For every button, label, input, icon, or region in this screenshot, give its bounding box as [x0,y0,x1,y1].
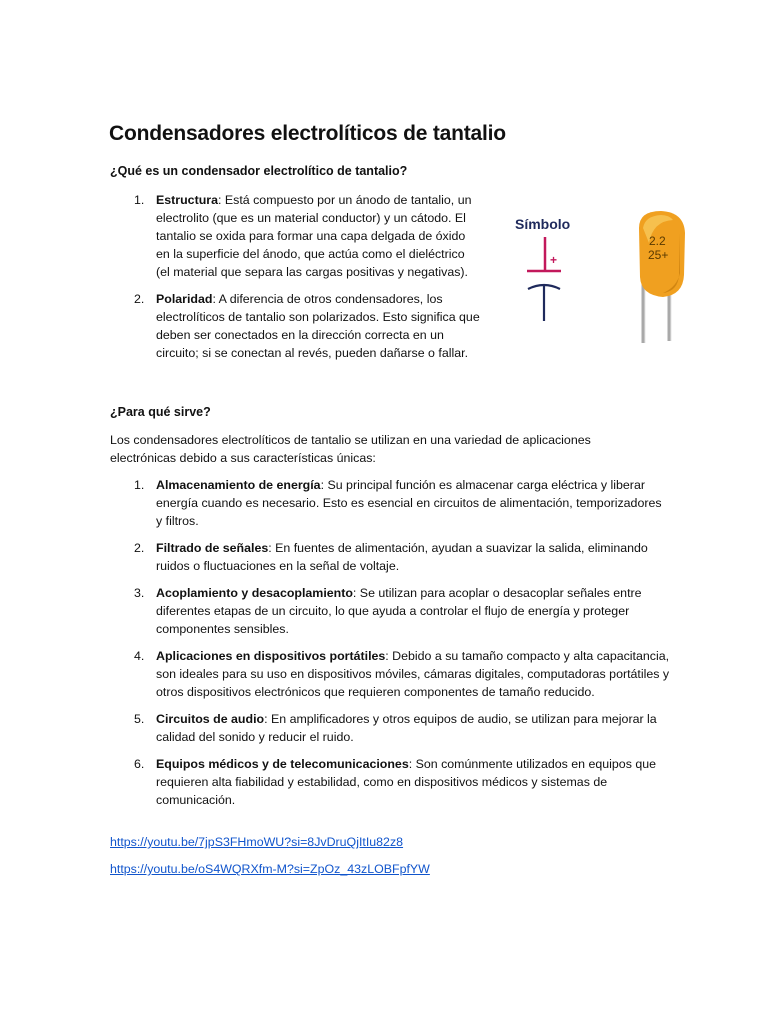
uses-intro: Los condensadores electrolíticos de tantalio se utilizan en una variedad de aplicaciones electrónicas debido a sus características únicas: [110,433,591,465]
capacitor-marking-1: 2.2 [649,234,666,248]
capacitor-figure [503,203,718,358]
uses-list [110,476,670,818]
list-number: 5. [134,712,145,726]
section-heading-what: ¿Qué es un condensador electrolítico de tantalio? [110,164,408,178]
item-term: Estructura [156,193,218,207]
item-term: Polaridad [156,292,213,306]
list-item [110,476,670,530]
list-number: 2. [134,541,145,555]
item-text: : En fuentes de alimentación, ayudan a suavizar la salida, eliminando ruidos o fluctuaciones en la señal de voltaje. [156,541,648,573]
capacitor-marking-2: 25+ [648,248,669,262]
item-text: : Su principal función es almacenar carga eléctrica y liberar energía cuando es necesario. Esto es esencial en circuitos de alimentación, temporizadores y filtros. [156,478,662,528]
list-number: 1. [134,193,145,207]
item-term: Acoplamiento y desacoplamiento [156,586,353,600]
list-item [110,539,670,575]
list-number: 6. [134,757,145,771]
list-item [110,647,670,701]
capacitor-symbol-icon [527,237,561,321]
item-text: : En amplificadores y otros equipos de audio, se utilizan para mejorar la calidad del sonido y reducir el ruido. [156,712,657,744]
item-text: : Se utilizan para acoplar o desacoplar señales entre diferentes etapas de un circuito, lo que ayuda a controlar el flujo de energía y proteger componentes sensibles. [156,586,642,636]
polarity-plus: + [550,253,558,267]
item-text: : Está compuesto por un ánodo de tantalio, un electrolito (que es un material conductor) y un cátodo. El tantalio se oxida para formar una capa delgada de óxido en la superficie del ánodo, que actúa como el dieléctrico (el material que separa las cargas positivas y negativas). [156,193,472,279]
list-item [110,191,480,281]
item-text: : A diferencia de otros condensadores, los electrolíticos de tantalio son polarizados. Esto significa que deben ser conectados en la dirección correcta en un circuito; si se conectan al revés, pueden dañarse o fallar. [156,292,480,360]
item-term: Almacenamiento de energía [156,478,321,492]
list-number: 1. [134,478,145,492]
item-text: : Son comúnmente utilizados en equipos que requieren alta fiabilidad y estabilidad, como en dispositivos médicos y sistemas de comunicación. [156,757,657,807]
list-item [110,290,480,362]
section-heading-uses: ¿Para qué sirve? [110,405,211,419]
document-title: Condensadores electrolíticos de tantalio [109,122,506,145]
list-item [110,584,670,638]
youtube-link-2[interactable]: https://youtu.be/oS4WQRXfm-M?si=ZpOz_43zLOBFpfYW [110,862,430,876]
list-number: 4. [134,649,145,663]
list-number: 3. [134,586,145,600]
tantalum-capacitor-icon [639,211,685,343]
list-number: 2. [134,292,145,306]
symbol-label: Símbolo [515,216,571,232]
item-term: Equipos médicos y de telecomunicaciones [156,757,409,771]
item-term: Aplicaciones en dispositivos portátiles [156,649,386,663]
list-item [110,755,670,809]
list-item [110,710,670,746]
item-term: Circuitos de audio [156,712,265,726]
item-term: Filtrado de señales [156,541,269,555]
structure-list [110,191,480,371]
youtube-link-1[interactable]: https://youtu.be/7jpS3FHmoWU?si=8JvDruQjItIu82z8 [110,835,404,849]
item-text: : Debido a su tamaño compacto y alta capacitancia, son ideales para su uso en dispositivos móviles, cámaras digitales, computadoras portátiles y otros dispositivos electrónicos que requieren componentes de tamaño reducido. [156,649,670,699]
